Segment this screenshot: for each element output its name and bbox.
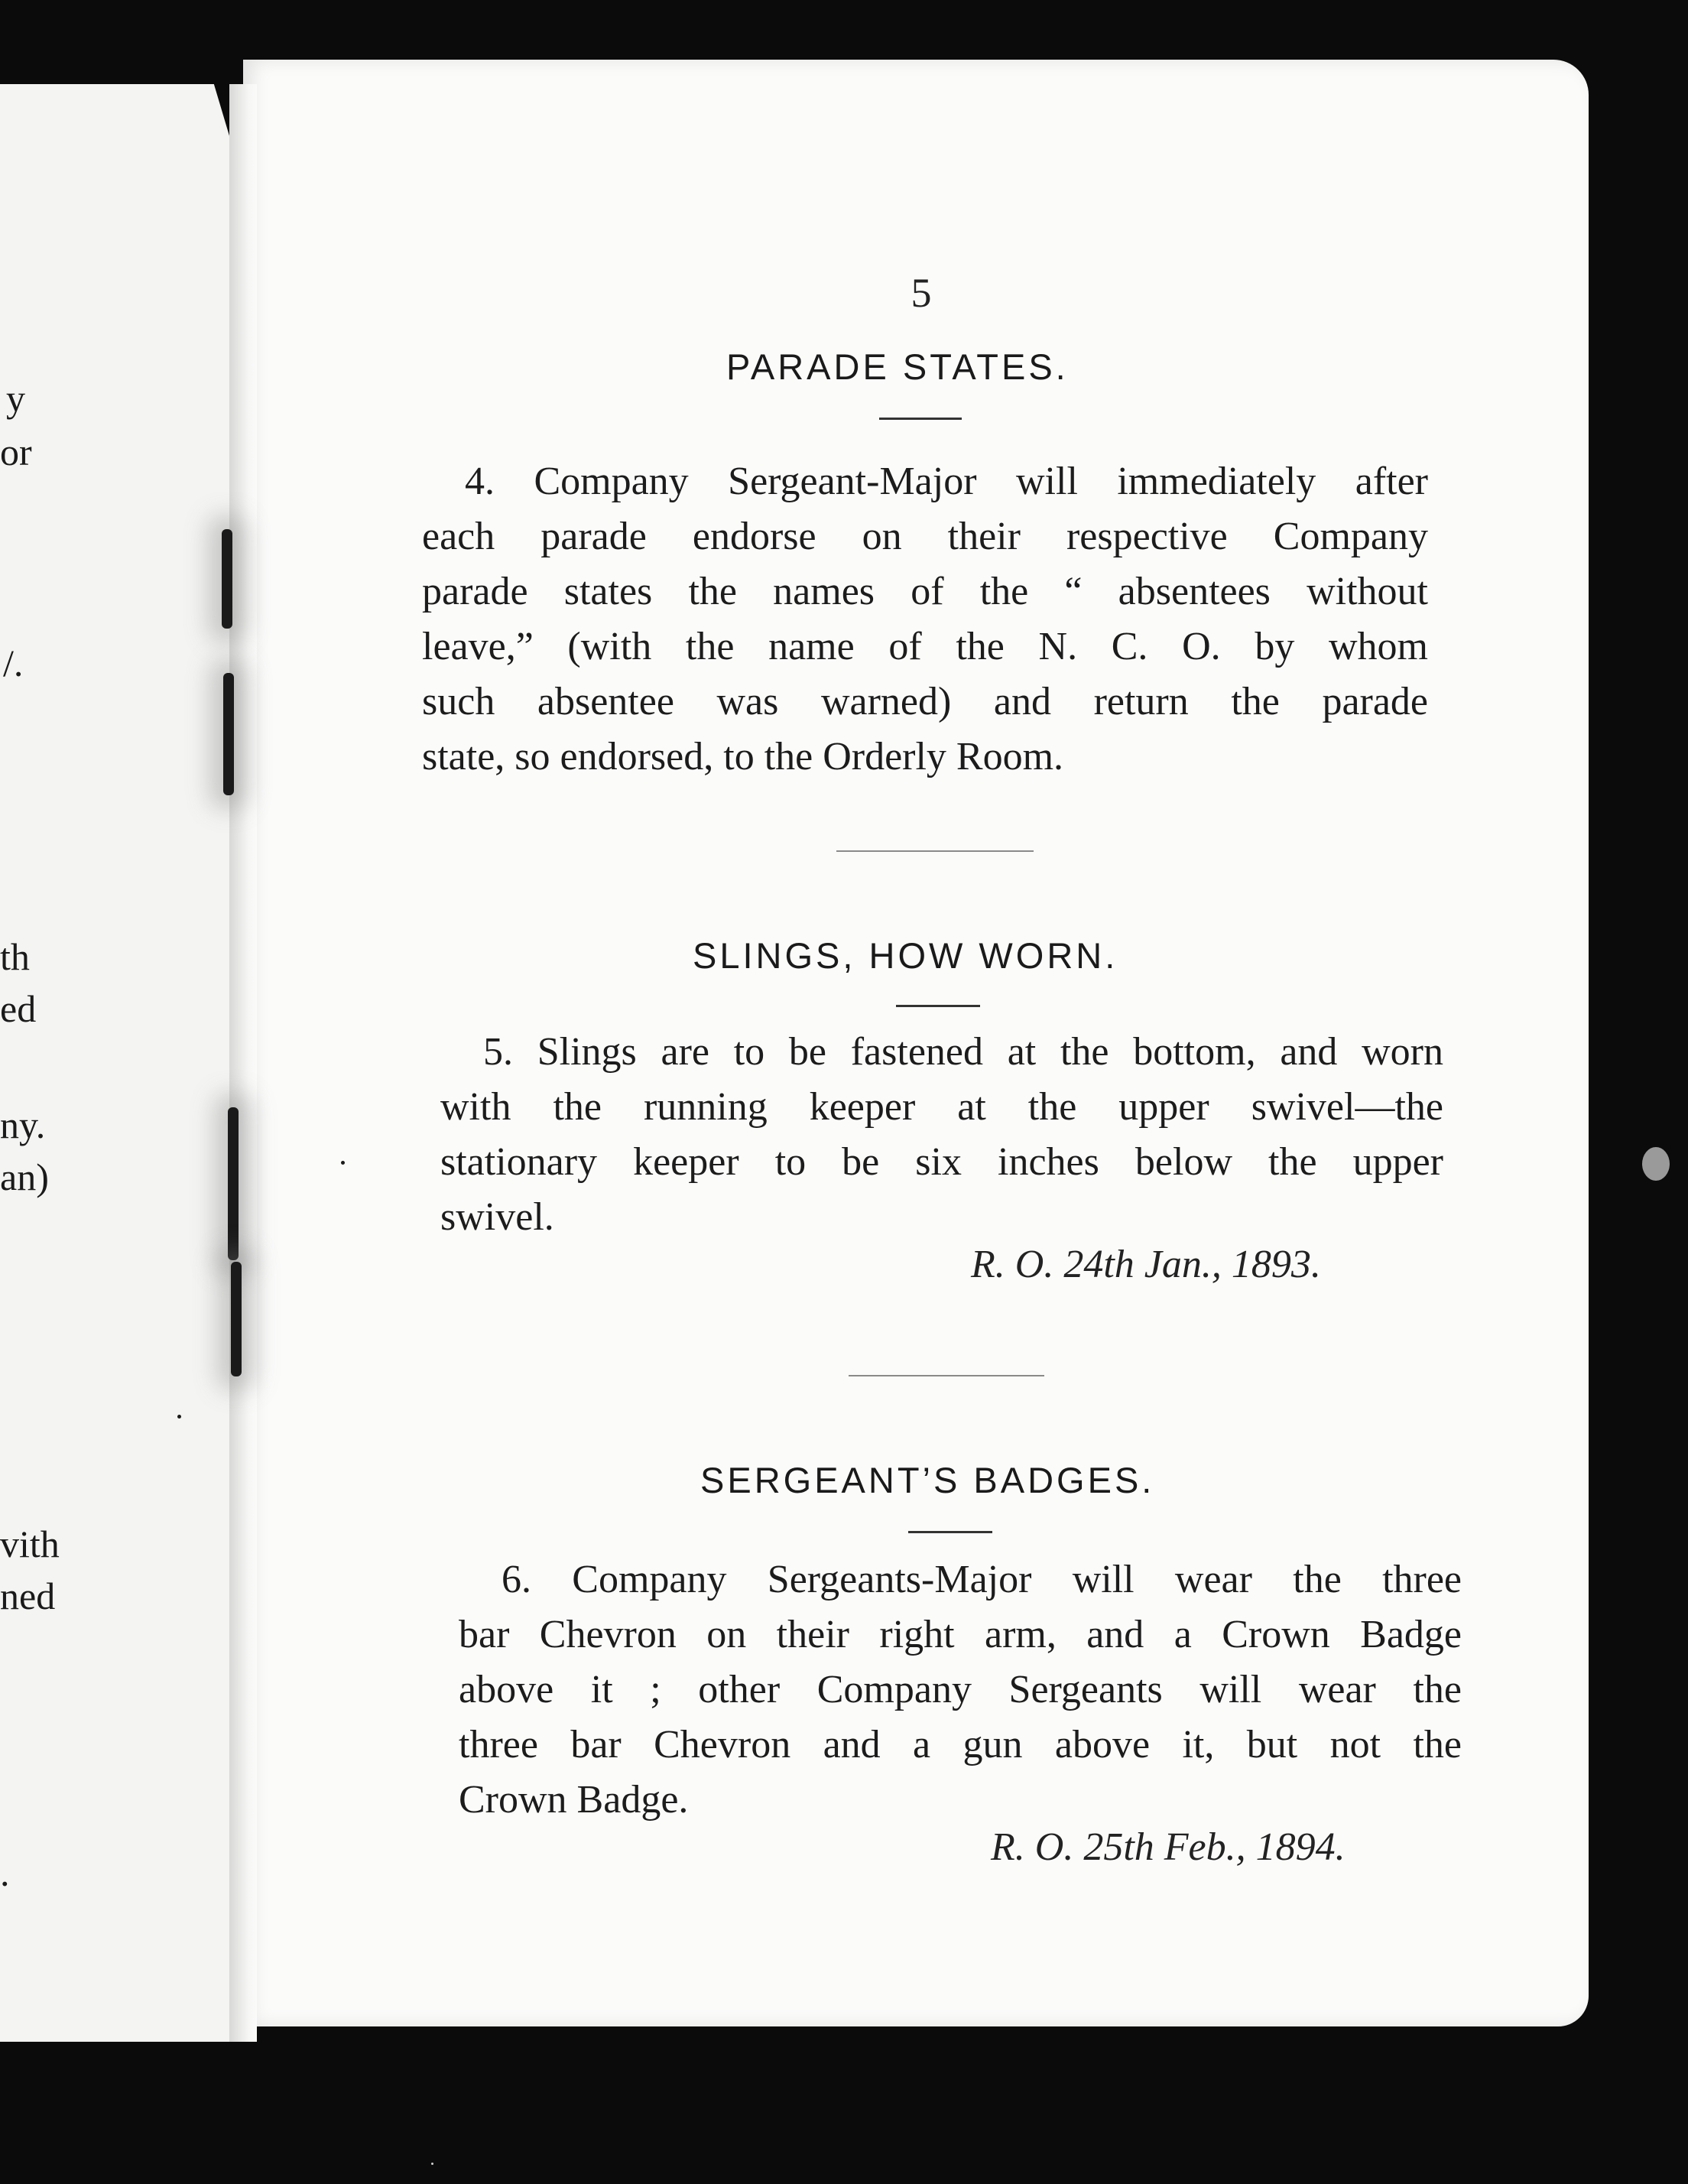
paragraph-line: 5. Slings are to be fastened at the bottom, and worn	[483, 1030, 1443, 1074]
paragraph-line: swivel.	[440, 1195, 554, 1239]
left-page-fragment: ed	[0, 987, 37, 1030]
left-page-fragment: ny.	[0, 1103, 46, 1146]
binding-staple	[231, 1262, 242, 1376]
section-heading-sergeants-badges: SERGEANT’S BADGES.	[700, 1460, 1155, 1500]
paragraph-line: stationary keeper to be six inches below the upper	[440, 1140, 1443, 1184]
left-page-fragment: ned	[0, 1575, 56, 1617]
binding-staple	[228, 1107, 239, 1260]
left-page-fragment: /.	[3, 642, 24, 684]
routine-order-reference: R. O. 25th Feb., 1894.	[991, 1825, 1346, 1869]
page-number: 5	[911, 270, 932, 316]
section-heading-slings-how-worn: SLINGS, HOW WORN.	[693, 935, 1118, 976]
paragraph-line: leave,” (with the name of the N. C. O. by whom	[422, 625, 1428, 668]
paragraph-line: above it ; other Company Sergeants will wear the	[459, 1668, 1462, 1711]
paragraph-line: parade states the names of the “ absentees without	[422, 570, 1428, 613]
left-page-fragment: th	[0, 935, 30, 978]
book-gutter	[229, 84, 257, 2042]
section-heading-parade-states: PARADE STATES.	[726, 346, 1069, 387]
left-page-fragment: an)	[0, 1155, 49, 1198]
scan-speck	[177, 1415, 181, 1419]
paragraph-line: each parade endorse on their respective Company	[422, 515, 1428, 558]
paragraph-sergeants-badges	[459, 1552, 1462, 1828]
section-divider	[849, 1375, 1044, 1376]
paragraph-slings-how-worn	[440, 1025, 1443, 1245]
scan-speck	[431, 2163, 433, 2165]
scan-speck	[1642, 1147, 1670, 1181]
left-page-fragment: or	[0, 431, 32, 473]
section-divider	[836, 850, 1034, 852]
paragraph-line: three bar Chevron and a gun above it, but not the	[459, 1723, 1462, 1766]
left-page-fragment: y	[6, 377, 25, 420]
left-page-fragment: .	[0, 1851, 10, 1894]
heading-rule	[879, 418, 962, 420]
paragraph-line: 6. Company Sergeants-Major will wear the three	[502, 1558, 1462, 1601]
routine-order-reference: R. O. 24th Jan., 1893.	[971, 1243, 1321, 1286]
paragraph-line: with the running keeper at the upper swivel—the	[440, 1085, 1443, 1129]
binding-staple	[222, 529, 232, 629]
binding-staple	[223, 673, 234, 795]
scan-speck	[341, 1161, 345, 1165]
paragraph-line: such absentee was warned) and return the parade	[422, 680, 1428, 723]
left-page-fragment: vith	[0, 1523, 60, 1565]
paragraph-line: state, so endorsed, to the Orderly Room.	[422, 735, 1064, 778]
heading-rule	[908, 1531, 992, 1533]
left-facing-page	[0, 84, 243, 2042]
paragraph-line: 4. Company Sergeant-Major will immediately after	[465, 460, 1428, 503]
paragraph-parade-states	[422, 454, 1428, 785]
heading-rule	[896, 1005, 980, 1007]
paragraph-line: bar Chevron on their right arm, and a Crown Badge	[459, 1613, 1462, 1656]
paragraph-line: Crown Badge.	[459, 1778, 689, 1822]
